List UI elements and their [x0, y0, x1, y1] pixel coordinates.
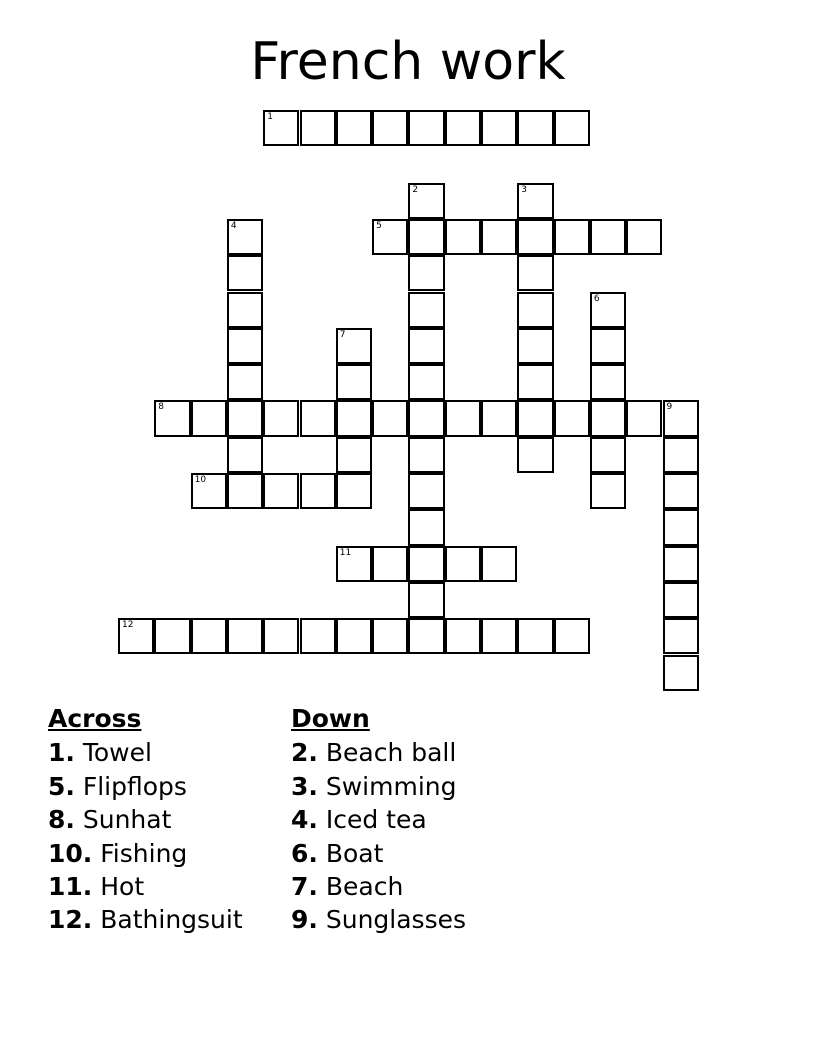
grid-cell[interactable] [517, 400, 553, 436]
clue-number: 5. [48, 771, 75, 801]
grid-cell[interactable] [517, 219, 553, 255]
grid-cell[interactable] [554, 618, 590, 654]
grid-cell[interactable] [336, 618, 372, 654]
grid-cell[interactable] [408, 473, 444, 509]
grid-cell[interactable] [481, 400, 517, 436]
clue-number: 11. [48, 872, 93, 902]
grid-cell[interactable] [408, 292, 444, 328]
clue-text: Beach [325, 872, 404, 902]
down-clue [291, 770, 466, 803]
grid-cell[interactable] [517, 292, 553, 328]
clue-start-number: 7 [339, 329, 346, 340]
clue-start-number: 8 [158, 402, 165, 413]
grid-cell[interactable] [663, 509, 699, 545]
grid-cell[interactable] [590, 364, 626, 400]
grid-cell[interactable] [408, 219, 444, 255]
grid-cell[interactable] [445, 546, 481, 582]
grid-cell[interactable] [227, 328, 263, 364]
grid-cell[interactable] [663, 655, 699, 691]
grid-cell[interactable] [445, 400, 481, 436]
clue-text: Boat [325, 838, 384, 868]
clue-number: 2. [291, 738, 318, 768]
grid-cell[interactable] [227, 618, 263, 654]
clue-start-number: 6 [593, 293, 600, 304]
grid-cell[interactable] [481, 546, 517, 582]
grid-cell[interactable] [336, 364, 372, 400]
clue-text: Beach ball [325, 738, 457, 768]
grid-cell[interactable] [372, 219, 408, 255]
grid-cell[interactable] [227, 219, 263, 255]
clue-start-number: 5 [376, 220, 382, 231]
grid-cell[interactable] [300, 473, 336, 509]
grid-cell[interactable] [517, 437, 553, 473]
grid-cell[interactable] [408, 183, 444, 219]
across-clue [48, 803, 243, 836]
grid-cell[interactable] [191, 473, 227, 509]
down-clue [291, 736, 466, 769]
grid-cell[interactable] [191, 400, 227, 436]
grid-cell[interactable] [408, 364, 444, 400]
grid-cell[interactable] [663, 473, 699, 509]
grid-cell[interactable] [336, 473, 372, 509]
grid-cell[interactable] [590, 437, 626, 473]
grid-cell[interactable] [517, 255, 553, 291]
grid-cell[interactable] [154, 400, 190, 436]
grid-cell[interactable] [300, 110, 336, 146]
grid-cell[interactable] [554, 110, 590, 146]
clue-number: 12. [48, 905, 93, 935]
grid-cell[interactable] [372, 546, 408, 582]
grid-cell[interactable] [408, 546, 444, 582]
down-clues [291, 702, 466, 937]
clue-start-number: 1 [267, 112, 273, 122]
across-clue [48, 770, 243, 803]
grid-cell[interactable] [227, 364, 263, 400]
grid-cell[interactable] [663, 546, 699, 582]
grid-cell[interactable] [227, 473, 263, 509]
grid-cell[interactable] [590, 292, 626, 328]
grid-cell[interactable] [263, 110, 299, 146]
grid-cell[interactable] [336, 328, 372, 364]
grid-cell[interactable] [263, 473, 299, 509]
down-heading: Down [291, 704, 370, 733]
grid-cell[interactable] [445, 618, 481, 654]
clue-text: Sunhat [82, 805, 172, 835]
grid-cell[interactable] [517, 183, 553, 219]
clue-text: Sunglasses [325, 905, 467, 935]
grid-cell[interactable] [663, 437, 699, 473]
grid-cell[interactable] [408, 437, 444, 473]
clue-number: 4. [291, 805, 318, 835]
grid-cell[interactable] [227, 292, 263, 328]
across-heading: Across [48, 704, 142, 733]
grid-cell[interactable] [191, 618, 227, 654]
clue-text: Iced tea [325, 805, 427, 835]
grid-cell[interactable] [590, 219, 626, 255]
clue-text: Swimming [325, 771, 457, 801]
clue-start-number: 10 [194, 475, 207, 485]
grid-cell[interactable] [517, 110, 553, 146]
grid-cell[interactable] [554, 219, 590, 255]
clue-start-number: 12 [122, 620, 134, 631]
grid-cell[interactable] [663, 618, 699, 654]
clue-number: 9. [291, 905, 318, 935]
grid-cell[interactable] [663, 582, 699, 618]
grid-cell[interactable] [481, 219, 517, 255]
clue-start-number: 11 [339, 547, 352, 558]
grid-cell[interactable] [263, 618, 299, 654]
down-clue [291, 803, 466, 836]
grid-cell[interactable] [227, 255, 263, 291]
grid-cell[interactable] [118, 618, 154, 654]
down-clue [291, 870, 466, 903]
grid-cell[interactable] [626, 219, 662, 255]
clue-text: Towel [82, 738, 152, 768]
grid-cell[interactable] [408, 400, 444, 436]
clue-number: 10. [48, 838, 93, 868]
grid-cell[interactable] [590, 473, 626, 509]
grid-cell[interactable] [154, 618, 190, 654]
grid-cell[interactable] [554, 400, 590, 436]
grid-cell[interactable] [372, 618, 408, 654]
grid-cell[interactable] [517, 618, 553, 654]
grid-cell[interactable] [336, 546, 372, 582]
grid-cell[interactable] [408, 328, 444, 364]
clue-number: 7. [291, 872, 318, 902]
down-clue [291, 903, 466, 936]
clue-number: 6. [291, 838, 318, 868]
puzzle-title: French work [250, 32, 566, 92]
clue-text: Hot [100, 872, 145, 902]
grid-cell[interactable] [336, 110, 372, 146]
grid-cell[interactable] [227, 437, 263, 473]
clue-start-number: 3 [521, 184, 528, 195]
grid-cell[interactable] [517, 364, 553, 400]
clue-number: 1. [48, 738, 75, 768]
across-clues [48, 702, 243, 937]
grid-cell[interactable] [408, 509, 444, 545]
grid-cell[interactable] [590, 400, 626, 436]
grid-cell[interactable] [663, 400, 699, 436]
across-clue [48, 870, 243, 903]
across-clue [48, 903, 243, 936]
grid-cell[interactable] [300, 400, 336, 436]
clue-text: Flipflops [82, 771, 187, 801]
across-clue [48, 837, 243, 870]
grid-cell[interactable] [626, 400, 662, 436]
grid-cell[interactable] [300, 618, 336, 654]
grid-cell[interactable] [517, 328, 553, 364]
clue-number: 3. [291, 771, 318, 801]
grid-cell[interactable] [445, 110, 481, 146]
grid-cell[interactable] [408, 582, 444, 618]
grid-cell[interactable] [408, 618, 444, 654]
across-clue [48, 736, 243, 769]
clue-start-number: 2 [412, 184, 419, 195]
clue-text: Fishing [100, 838, 188, 868]
clue-number: 8. [48, 805, 75, 835]
clue-start-number: 9 [666, 402, 673, 413]
grid-cell[interactable] [372, 400, 408, 436]
grid-cell[interactable] [481, 110, 517, 146]
grid-cell[interactable] [263, 400, 299, 436]
grid-cell[interactable] [336, 437, 372, 473]
clue-start-number: 4 [230, 220, 237, 231]
grid-cell[interactable] [227, 400, 263, 436]
grid-cell[interactable] [445, 219, 481, 255]
grid-cell[interactable] [590, 328, 626, 364]
clue-text: Bathingsuit [100, 905, 243, 935]
grid-cell[interactable] [372, 110, 408, 146]
grid-cell[interactable] [408, 255, 444, 291]
down-clue [291, 837, 466, 870]
grid-cell[interactable] [481, 618, 517, 654]
grid-cell[interactable] [408, 110, 444, 146]
grid-cell[interactable] [336, 400, 372, 436]
